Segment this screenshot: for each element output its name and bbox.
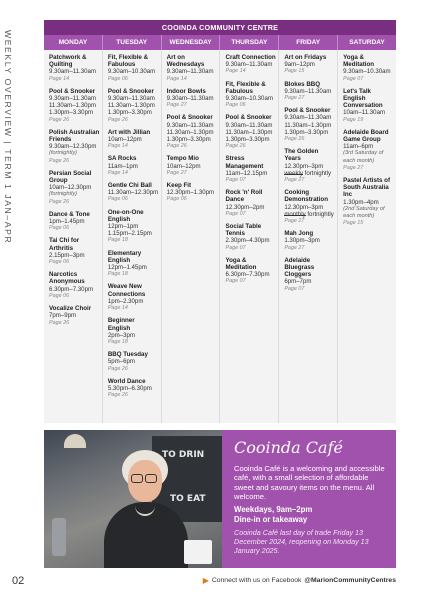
event-time: 11.30am–1.30pm xyxy=(49,102,96,110)
board-text-drink: TO DRIN xyxy=(162,450,205,460)
event-title: Yoga & Meditation xyxy=(343,54,375,69)
event-title: Beginner English xyxy=(107,317,135,332)
cup-icon xyxy=(184,540,212,564)
cafe-description: Cooinda Café is a welcoming and accessible café, with a small selection of affordable sweet and savoury items on the menu. All welcome. xyxy=(234,464,385,502)
schedule-event xyxy=(49,88,100,124)
event-page-ref: Page 06 xyxy=(49,292,70,299)
event-title: SA Rocks xyxy=(107,155,137,163)
event-page-ref: Page 19 xyxy=(343,116,364,123)
event-time: 9.30am–11.30am xyxy=(166,95,214,103)
event-title: Gentle Chi Ball xyxy=(107,182,152,190)
event-title: Pool & Snooker xyxy=(49,87,96,95)
event-title: Mah Jong xyxy=(284,230,314,238)
event-time: 11am–6pm xyxy=(343,143,374,151)
schedule-event xyxy=(167,54,218,83)
schedule-event xyxy=(108,129,159,151)
event-time: 9.30am–11.30am xyxy=(166,121,214,129)
event-title: Let's Talk English Conversation xyxy=(343,87,383,110)
event-page-ref: Page 27 xyxy=(284,244,305,251)
event-page-ref: Page 26 xyxy=(49,198,70,205)
day-monday: MONDAY xyxy=(44,35,103,50)
event-page-ref: Page 27 xyxy=(284,177,305,184)
event-time: 9.30am–11.30am xyxy=(166,68,214,76)
event-time: 11.30am–1.30pm xyxy=(166,128,214,136)
event-title: Pool & Snooker xyxy=(225,114,272,122)
event-frequency xyxy=(284,170,335,177)
event-note: (fortnightly) xyxy=(49,191,77,198)
cafe-section xyxy=(44,430,396,568)
new-frequency: fortnightly xyxy=(304,169,332,177)
event-time: 1.30pm–3.30pm xyxy=(225,136,270,144)
schedule-event xyxy=(284,257,335,293)
event-title: Rock 'n' Roll Dance xyxy=(225,189,263,204)
event-time: 1pm–2.30pm xyxy=(107,297,144,305)
event-page-ref: Page 26 xyxy=(49,319,70,326)
schedule-event xyxy=(108,378,159,400)
event-page-ref: Page 14 xyxy=(166,75,187,82)
page-number: 02 xyxy=(12,575,25,587)
schedule-event xyxy=(225,189,276,218)
cafe-closure-notice: Cooinda Café last day of trade Friday 13 December 2024, reopening on Monday 13 January 2025. xyxy=(234,527,369,555)
event-page-ref: Page 06 xyxy=(49,259,70,266)
schedule-event xyxy=(49,211,100,233)
schedule-event xyxy=(108,283,159,312)
event-time: 9am–12pm xyxy=(284,61,315,69)
event-time: 12.30pm–3pm xyxy=(284,203,324,211)
new-frequency: fortnightly xyxy=(307,210,334,218)
event-time: 7pm–9pm xyxy=(49,312,77,320)
event-time: 1.15pm–2.15pm xyxy=(107,230,152,238)
event-title: Cooking Demonstration xyxy=(284,189,328,204)
event-title: Narcotics Anonymous xyxy=(49,271,85,286)
event-page-ref: Page 06 xyxy=(166,196,187,203)
schedule-event xyxy=(225,114,276,150)
footer xyxy=(203,576,396,585)
schedule-event xyxy=(225,155,276,184)
event-time: 1.30pm–3.30pm xyxy=(284,128,329,136)
cafe-info xyxy=(222,430,396,568)
schedule-event xyxy=(108,88,159,124)
event-page-ref: Page 06 xyxy=(225,102,246,109)
event-time: 11am–12.15pm xyxy=(225,169,268,177)
event-title: Elementary English xyxy=(107,249,142,264)
schedule-header: COOINDA COMMUNITY CENTRE xyxy=(44,20,396,35)
event-page-ref: Page 06 xyxy=(107,75,128,82)
event-title: Persian Social Group xyxy=(49,169,92,185)
cafe-dine: Dine-in or takeaway xyxy=(234,514,308,524)
event-note: (fortnightly) xyxy=(49,150,77,157)
event-page-ref: Page 27 xyxy=(166,102,187,109)
day-friday: FRIDAY xyxy=(279,35,338,50)
event-title: Fit, Flexible & Fabulous xyxy=(107,54,149,69)
event-page-ref: Page 26 xyxy=(225,143,246,150)
event-page-ref: Page 14 xyxy=(49,75,70,82)
event-time: 9.30am–10.30am xyxy=(343,68,391,76)
event-title: The Golden Years xyxy=(284,148,319,163)
event-title: Patchwork & Quilting xyxy=(49,54,87,69)
event-title: Art on Fridays xyxy=(284,54,327,61)
event-page-ref: Page 14 xyxy=(107,169,128,176)
schedule-event xyxy=(225,54,276,76)
schedule-event xyxy=(167,182,218,204)
event-title: Yoga & Meditation xyxy=(225,256,257,272)
day-thursday: THURSDAY xyxy=(220,35,279,50)
event-title: Vocalize Choir xyxy=(49,305,92,313)
event-page-ref: Page 15 xyxy=(284,68,305,75)
event-page-ref: Page 26 xyxy=(49,116,70,123)
column-thursday xyxy=(220,50,279,423)
schedule-event xyxy=(225,223,276,252)
event-page-ref: Page 18 xyxy=(107,271,128,278)
event-page-ref: Page 18 xyxy=(107,237,128,244)
schedule-event xyxy=(284,148,335,184)
event-time: 1pm–1.45pm xyxy=(49,218,85,226)
schedule-event xyxy=(49,271,100,300)
event-page-ref: Page 07 xyxy=(225,278,246,285)
cafe-title: Cooinda Café xyxy=(234,438,343,457)
event-page-ref: Page 07 xyxy=(225,210,246,217)
event-title: Pastel Artists of South Australia Inc xyxy=(343,177,391,199)
schedule-event xyxy=(49,54,100,83)
event-title: Dance & Tone xyxy=(49,210,90,218)
struck-frequency: weekly xyxy=(284,169,303,177)
event-page-ref: Page 27 xyxy=(343,164,364,171)
schedule-event xyxy=(284,230,335,252)
event-title: Social Table Tennis xyxy=(225,223,262,238)
day-saturday: SATURDAY xyxy=(349,39,385,46)
schedule-event xyxy=(49,129,100,165)
arrow-right-icon: ▶ xyxy=(202,576,209,585)
bottle-icon xyxy=(52,518,66,556)
day-headers xyxy=(44,35,396,50)
schedule-event xyxy=(343,54,394,83)
schedule-event xyxy=(49,170,100,206)
event-title: Blokes BBQ xyxy=(284,80,321,88)
column-tuesday xyxy=(103,50,162,423)
schedule-event xyxy=(343,129,394,172)
column-saturday xyxy=(338,50,396,423)
schedule-event xyxy=(284,54,335,76)
event-page-ref: Page 27 xyxy=(166,169,187,176)
event-time: 9.30am–11.30am xyxy=(49,68,96,76)
column-friday xyxy=(279,50,338,423)
event-title: Adelaide Board Game Group xyxy=(343,128,389,144)
event-title: Weave New Connections xyxy=(107,283,146,298)
event-note: (3rd Saturday of each month) xyxy=(343,150,384,164)
event-time: 1.30pm–3.30pm xyxy=(107,109,152,117)
column-monday xyxy=(44,50,103,423)
event-time: 1.30pm–4pm xyxy=(343,198,379,206)
column-wednesday xyxy=(162,50,221,423)
event-time: 10am–11.30am xyxy=(343,109,386,117)
event-title: Art with Jillian xyxy=(107,128,151,136)
schedule-event xyxy=(49,237,100,266)
event-time: 9.30am–11.30am xyxy=(49,95,96,103)
event-time: 12.30pm–3pm xyxy=(284,162,324,170)
event-page-ref: Page 26 xyxy=(49,157,70,164)
event-title: Pool & Snooker xyxy=(107,87,154,95)
event-time: 6.30pm–7.30pm xyxy=(225,271,270,279)
event-title: Tai Chi for Arthritis xyxy=(49,237,80,252)
event-page-ref: Page 14 xyxy=(225,68,246,75)
schedule-event xyxy=(284,81,335,103)
event-page-ref: Page 07 xyxy=(225,244,246,251)
schedule-event xyxy=(108,250,159,279)
event-page-ref: Page 18 xyxy=(107,338,128,345)
event-page-ref: Page 14 xyxy=(107,305,128,312)
schedule-event xyxy=(167,114,218,150)
event-title: Keep Fit xyxy=(166,182,192,190)
glasses-icon xyxy=(145,474,157,483)
event-time: 11.30am–1.30pm xyxy=(225,128,273,136)
event-page-ref: Page 26 xyxy=(107,365,128,372)
event-time: 12pm–1.45pm xyxy=(107,264,147,272)
event-title: Stress Management xyxy=(225,155,264,170)
schedule-event xyxy=(225,81,276,110)
schedule-event xyxy=(343,177,394,227)
event-time: 1.30pm–3.30pm xyxy=(49,109,94,117)
event-page-ref: Page 26 xyxy=(107,116,128,123)
event-time: 11am–1pm xyxy=(107,162,138,170)
schedule-event xyxy=(108,317,159,346)
event-time: 6pm–7pm xyxy=(284,278,312,286)
event-page-ref: Page 06 xyxy=(107,196,128,203)
event-title: Adelaide Bluegrass Cloggers xyxy=(284,256,315,279)
schedule-event xyxy=(49,305,100,327)
day-wednesday: WEDNESDAY xyxy=(162,35,221,50)
event-time: 2.30pm–4.30pm xyxy=(225,237,270,245)
event-time: 9.30am–10.30am xyxy=(107,68,156,76)
event-title: Craft Connection xyxy=(225,54,276,61)
event-time: 5.30pm–6.30pm xyxy=(107,384,152,392)
event-page-ref: Page 26 xyxy=(107,392,128,399)
event-title: Tempo Mio xyxy=(166,155,199,163)
event-page-ref: Page 27 xyxy=(284,95,305,102)
event-title: World Dance xyxy=(107,377,146,385)
schedule-event xyxy=(284,107,335,143)
event-page-ref: Page 15 xyxy=(343,220,364,227)
event-time: 9.30am–11.30am xyxy=(284,114,332,122)
event-title: Pool & Snooker xyxy=(284,107,331,115)
event-page-ref: Page 26 xyxy=(166,143,187,150)
event-time: 9.30am–11.30am xyxy=(225,61,273,69)
event-time: 12.30pm–1.30pm xyxy=(166,189,215,197)
footer-text: Connect with us on Facebook xyxy=(211,577,302,584)
schedule-event xyxy=(167,88,218,110)
schedule-event xyxy=(108,54,159,83)
event-time: 2.15pm–3pm xyxy=(49,251,85,259)
event-page-ref: Page 07 xyxy=(343,75,364,82)
event-title: BBQ Tuesday xyxy=(107,351,148,359)
event-time: 9.30am–11.30am xyxy=(107,95,155,103)
event-time: 11.30am–1.30pm xyxy=(107,102,155,110)
event-note: (2nd Saturday of each month) xyxy=(343,205,385,220)
event-time: 9.30am–11.30am xyxy=(225,121,273,129)
event-time: 12.30pm–2pm xyxy=(225,203,265,211)
event-title: One-on-One English xyxy=(107,208,144,223)
event-frequency xyxy=(284,211,335,218)
event-time: 10am–12pm xyxy=(107,136,142,144)
schedule-event xyxy=(108,209,159,245)
event-time: 11.30am–12.30pm xyxy=(107,189,159,197)
facebook-link[interactable]: @MarionCommunityCentres xyxy=(304,577,396,584)
schedule-columns xyxy=(44,50,396,423)
event-time: 1.30pm–3pm xyxy=(284,237,320,245)
event-time: 10am–12.30pm xyxy=(49,184,92,192)
glasses-icon xyxy=(131,474,143,483)
event-title: Indoor Bowls xyxy=(166,87,206,95)
event-title: Polish Australian Friends xyxy=(49,128,100,144)
event-time: 9.30am–12.30pm xyxy=(49,143,97,151)
schedule-event xyxy=(343,88,394,124)
schedule-event xyxy=(108,182,159,204)
schedule-event xyxy=(284,189,335,225)
struck-frequency: monthly xyxy=(284,210,306,218)
day-tuesday: TUESDAY xyxy=(103,35,162,50)
event-page-ref: Page 07 xyxy=(225,177,246,184)
event-time: 5pm–6pm xyxy=(107,358,135,366)
weekly-schedule xyxy=(44,20,396,423)
lamp-icon xyxy=(64,434,86,448)
schedule-event xyxy=(108,155,159,177)
event-page-ref: Page 07 xyxy=(284,285,305,292)
side-label: WEEKLY OVERVIEW | TERM 1 JAN–APR xyxy=(3,30,13,245)
event-time: 11.30am–1.30pm xyxy=(284,121,332,129)
event-title: Art on Wednesdays xyxy=(166,54,205,69)
cafe-photo xyxy=(44,430,222,568)
event-time: 9.30am–10.30am xyxy=(225,95,273,103)
board-text-eat: TO EAT xyxy=(170,494,206,504)
event-page-ref: Page 26 xyxy=(284,136,305,143)
event-time: 10am–12pm xyxy=(166,162,201,170)
event-time: 1.30pm–3.30pm xyxy=(166,136,211,144)
event-time: 2pm–3pm xyxy=(107,331,135,339)
event-page-ref: Page 27 xyxy=(284,218,305,225)
schedule-event xyxy=(225,257,276,286)
cafe-hours: Weekdays, 9am–2pm xyxy=(234,504,313,514)
event-page-ref: Page 06 xyxy=(49,225,70,232)
event-time: 12pm–1pm xyxy=(107,223,139,231)
event-time: 9.30am–11.30am xyxy=(284,87,332,95)
event-title: Pool & Snooker xyxy=(166,114,213,122)
event-title: Fit, Flexible & Fabulous xyxy=(225,80,266,95)
schedule-event xyxy=(167,155,218,177)
event-time: 6.30pm–7.30pm xyxy=(49,285,94,293)
schedule-event xyxy=(108,351,159,373)
event-page-ref: Page 14 xyxy=(107,143,128,150)
